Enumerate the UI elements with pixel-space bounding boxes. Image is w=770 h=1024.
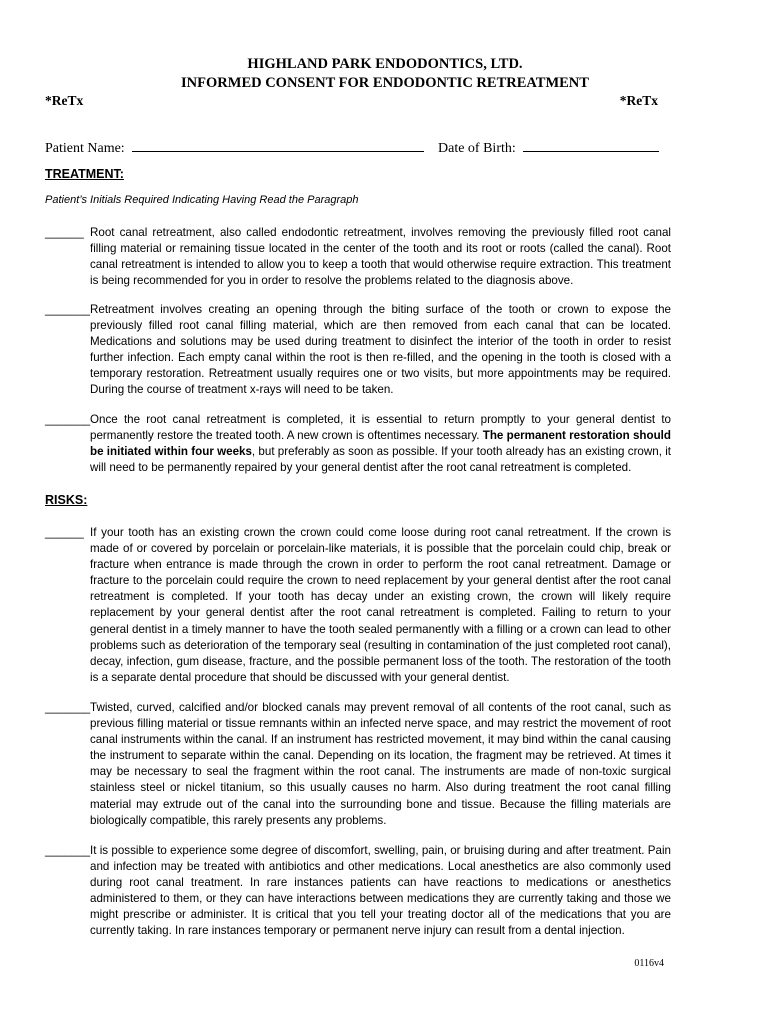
treatment-paragraph xyxy=(45,225,671,289)
patient-name-label: Patient Name: xyxy=(45,141,125,156)
initials-line[interactable]: _______ xyxy=(45,844,91,857)
risks-heading: RISKS: xyxy=(45,493,88,507)
patient-name-field[interactable] xyxy=(45,138,424,157)
risks-paragraph xyxy=(45,843,671,940)
treatment-heading: TREATMENT: xyxy=(45,167,124,181)
paragraph-text: Retreatment involves creating an opening through the biting surface of the tooth or crown to expose the previously filled root canal filling material, which are then removed from each canal that can be located. Medications and solutions may be used during treatment to disinfect the interior of the tooth in order to resist further infection. Each empty canal within the root is then re-filled, and the opening in the tooth is closed with a temporary restoration. Retreatment usually requires one or two visits, but more appointments may be required. During the course of treatment x-rays will need to be taken. xyxy=(90,303,671,397)
date-of-birth-line[interactable] xyxy=(523,138,659,152)
paragraph-text xyxy=(90,412,671,476)
paragraph-text: If your tooth has an existing crown the crown could come loose during root canal retreatment. If the crown is made of or covered by porcelain or porcelain-like materials, it is possible that the porcelain could chip, break or fracture when entrance is made through the crown in order to perform the root canal retreatment. Damage or fracture to the porcelain could require the crown to need replacement by your general dentist after the root canal retreatment is completed. If your tooth has decay under an existing crown, the crown will likely require replacement by your general dentist after the root canal retreatment is completed. Failing to return to your general dentist in a timely manner to have the tooth sealed permanently with a filling or a crown can lead to other problems such as deterioration of the temporary seal (resulting in contamination of the just completed root canal), decay, infection, gum disease, fracture, and the possible permanent loss of the tooth. The restoration of the tooth is a separate dental procedure that should be discussed with your general dentist. xyxy=(90,526,671,684)
initials-line[interactable]: _______ xyxy=(45,303,91,316)
retx-tag-left: *ReTx xyxy=(45,93,84,108)
initials-line[interactable]: ______ xyxy=(45,226,84,239)
risks-paragraph xyxy=(45,525,671,686)
date-of-birth-label: Date of Birth: xyxy=(438,141,516,156)
risks-paragraph xyxy=(45,700,671,829)
paragraph-text: Twisted, curved, calcified and/or blocked canals may prevent removal of all contents of the root canal, such as previous filling material or tissue remnants within an infected nerve space, and may restrict the movement of root canal instruments within the canal. If an instrument has restricted movement, it may bind within the canal causing the instrument to separate within the canal. Depending on its location, the fragment may be retrieved. At times it may be necessary to seal the fragment within the root canal. The instruments are made of non-toxic surgical stainless steel or nickel titanium, so this usually causes no harm. Also during treatment the root canal filling material may extrude out of the canal into the surrounding bone and tissue. Because the filling materials are biologically compatible, this rarely presents any problems. xyxy=(90,701,671,827)
paragraph-text-part: , but preferably as soon as possible. If your tooth already has an existing crown, it will need to be permanently repaired by your general dentist after the root canal retreatment is completed. xyxy=(90,445,671,475)
paragraph-text-part: Once the root canal retreatment is completed, it is essential to return promptly to your general dentist to permanently restore the treated tooth. A new crown is oftentimes necessary. xyxy=(90,413,671,443)
treatment-paragraph xyxy=(45,412,671,476)
initials-line[interactable]: _______ xyxy=(45,413,91,426)
paragraph-text: Root canal retreatment, also called endodontic retreatment, involves removing the previously filled root canal filling material or remaining tissue located in the center of the tooth and its root or roots (called the canal). Root canal retreatment is intended to allow you to keep a tooth that would otherwise require extraction. This treatment is being recommended for you in order to resolve the problems related to the diagnosis above. xyxy=(90,226,671,288)
form-version-code: 0116v4 xyxy=(634,958,664,969)
initials-line[interactable]: ______ xyxy=(45,526,84,539)
retx-tag-right: *ReTx xyxy=(619,93,658,108)
practice-name: HIGHLAND PARK ENDODONTICS, LTD. xyxy=(247,56,523,72)
form-title: INFORMED CONSENT FOR ENDODONTIC RETREATMENT xyxy=(181,75,589,91)
treatment-paragraph xyxy=(45,302,671,399)
paragraph-text: It is possible to experience some degree of discomfort, swelling, pain, or bruising during and after treatment. Pain and infection may be treated with antibiotics and other medications. Local anesthetics are also commonly used during root canal treatment. In rare instances patients can have reactions to medications or anesthetics administered to them, or they can have interactions between medications they are currently taking and those we might prescribe or administer. It is critical that you tell your treating doctor all of the medications that you are currently taking. In rare instances temporary or permanent nerve injury can result from a dental injection. xyxy=(90,844,671,938)
paragraph-bold-text: The permanent restoration should be initiated within four weeks xyxy=(90,429,671,459)
date-of-birth-field[interactable] xyxy=(438,138,659,157)
initials-line[interactable]: _______ xyxy=(45,701,91,714)
initials-note: Patient’s Initials Required Indicating Having Read the Paragraph xyxy=(45,194,359,206)
patient-name-line[interactable] xyxy=(132,138,424,152)
